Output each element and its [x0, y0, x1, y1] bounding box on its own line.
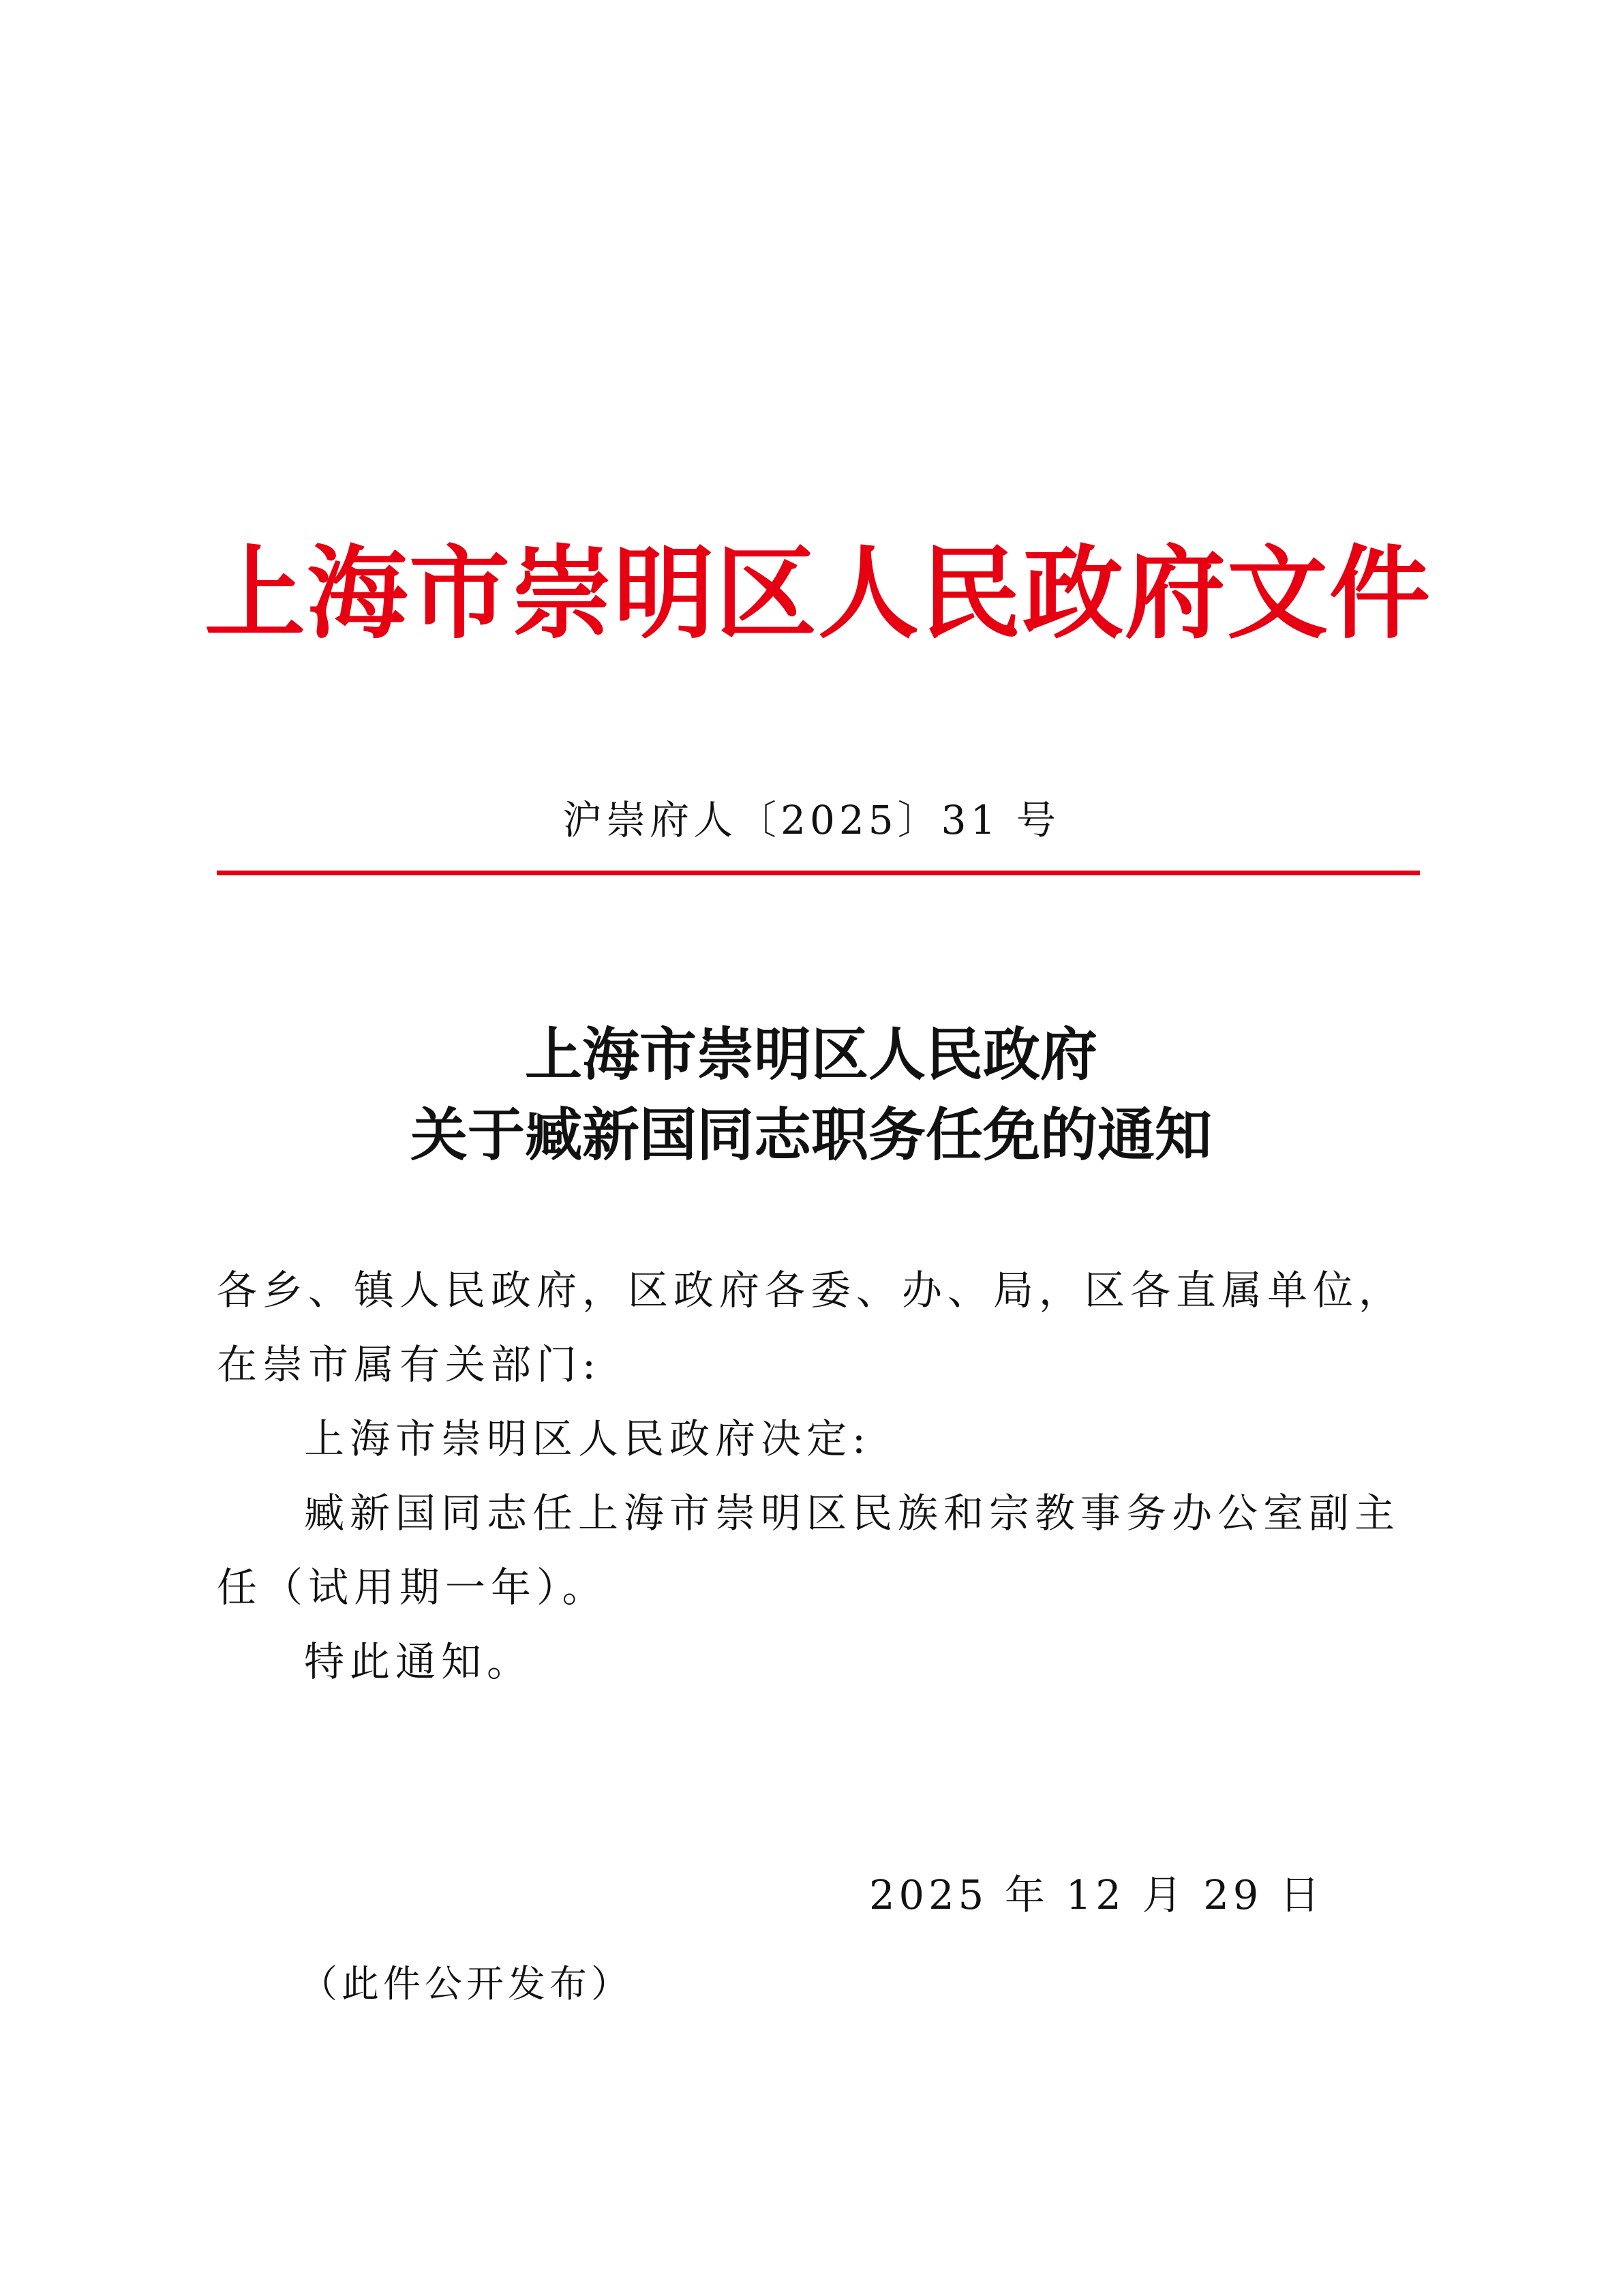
issue-date: 2025 年 12 月 29 日: [869, 1871, 1324, 1918]
release-note: （此件公开发布）: [300, 1962, 633, 2006]
document-body: [217, 1253, 1420, 1699]
title-line-issuer: 上海市崇明区人民政府: [524, 1021, 1097, 1088]
title-line-subject: 关于臧新国同志职务任免的通知: [410, 1101, 1212, 1168]
document-title: [204, 1014, 1418, 1175]
red-divider-line: [217, 871, 1420, 875]
addressee-paragraph: 各乡、镇人民政府，区政府各委、办、局，区各直属单位，在崇市属有关部门:: [217, 1267, 1405, 1388]
appointment-paragraph: 臧新国同志任上海市崇明区民族和宗教事务办公室副主任（试用期一年）。: [217, 1490, 1401, 1611]
closing-paragraph: 特此通知。: [304, 1638, 533, 1685]
decision-intro-paragraph: 上海市崇明区人民政府决定:: [304, 1415, 871, 1462]
document-number: 沪崇府人〔2025〕31 号: [562, 797, 1060, 843]
document-masthead: 上海市崇明区人民政府文件: [204, 534, 1431, 652]
